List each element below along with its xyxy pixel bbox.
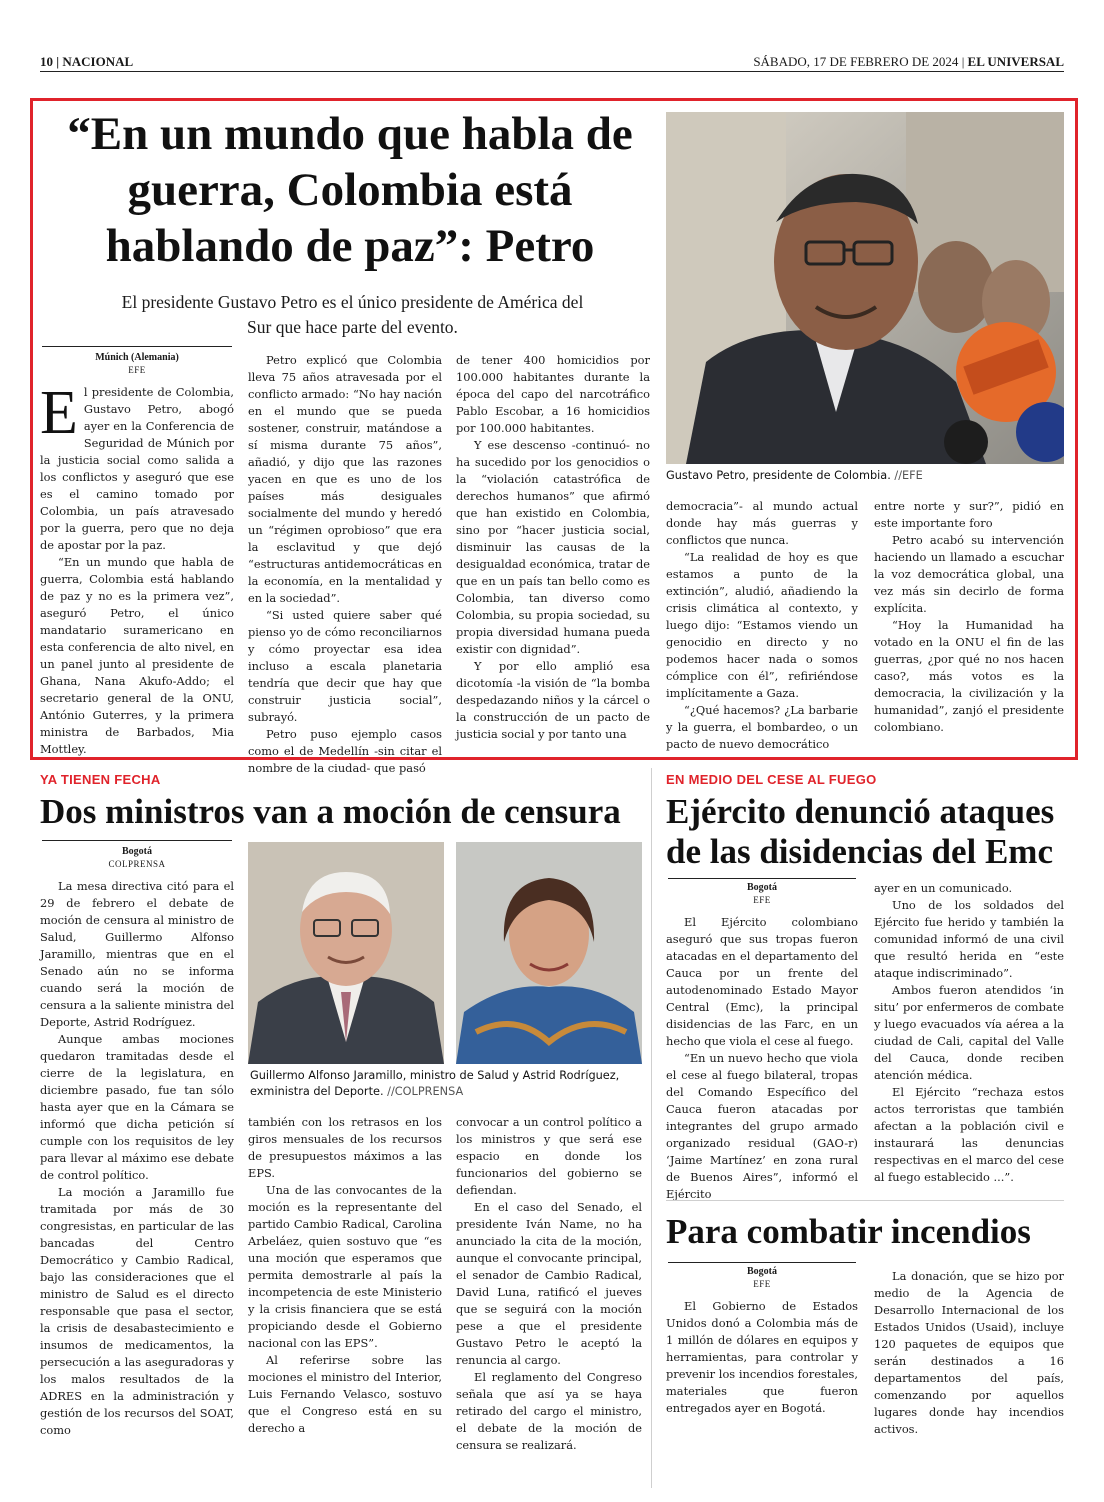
incendios-headline: Para combatir incendios: [666, 1212, 1031, 1251]
censura-column-1: Bogotá COLPRENSA La mesa directiva citó para el 29 de febrero el debate de moción de censura al ministro de Salud, Guillermo Alfonso Jaramillo, mientras que en el Senado aún no se informa cuando será la moción de censura a la saliente ministra del Deporte, Astrid Rodríguez. Aunque ambas mociones quedaron tramitadas desde el cierre de la legislatura, en diciembre pasado, fue tan sólo hasta ayer que en la Cámara se informó que dicha petición sí cumple con los requisitos de ley para llevar al máximo ese debate de control político. La moción a Jaramillo fue tramitada por más de 30 congresistas, en particular de las bancadas del Centro Democrático y Cambio Radical, bajo las consideraciones que el ministro de Salud es el directo responsable que pasa el sector, la crisis de desabastecimiento e insumos de medicamentos, la persecución a las aseguradoras y los malos resultados de la ADRES en la administración y gestión de los recursos del SOAT, como: [40, 846, 234, 1437]
rodriguez-photo-illustration: [456, 842, 642, 1064]
page-number: 10: [40, 54, 53, 69]
jaramillo-photo-illustration: [248, 842, 444, 1064]
agency-credit: COLPRENSA: [108, 859, 166, 869]
byline-rule: [668, 1262, 856, 1263]
ejercito-kicker: EN MEDIO DEL CESE AL FUEGO: [666, 772, 877, 787]
newspaper-name: EL UNIVERSAL: [967, 54, 1064, 69]
petro-photo-illustration: [666, 112, 1064, 464]
ejercito-column-2: ayer en un comunicado. Uno de los soldados del Ejército fue herido y también la comunidad informó de una civil que resultó herida en “este ataque indiscriminado”. Ambos fueron atendidos ‘in situ’ por enfermeros de combate y luego evacuados vía aérea a la ciudad de Cali, capital del Valle del Cauca, donde reciben atención médica. El Ejército “rechaza estos actos terroristas que también afectan a la población civil e instaurará las denuncias respectivas en el marco del cese al fuego establecido ...”.: [874, 881, 1064, 1184]
byline-rule: [668, 878, 856, 879]
story-divider: [666, 1200, 1064, 1201]
ejercito-column-1: Bogotá EFE El Ejército colombiano aseguró que sus tropas fueron atacadas en el departamento del Cauca por un frente del autodenominado Estado Mayor Central (Emc), la principal disidencias de las Farc, en un hecho que viola el cese al fuego. “En un nuevo hecho que viola el cese al fuego bilateral, tropas del Comando Específico del Cauca fueron atacadas por integrantes del grupo armado organizado residual (GAO-r) ‘Jaime Martínez’ en zona rural de Buenos Aires”, informó el Ejército: [666, 882, 858, 1201]
dateline: Bogotá: [122, 846, 152, 857]
incendios-column-2: La donación, que se hizo por medio de la Agencia de Desarrollo Internacional de los Estados Unidos (Usaid), incluye 120 paquetes de equipos que serán destinados a 16 departamentos del país, comenzando por aquellos lugares donde hay incendios activos.: [874, 1269, 1064, 1436]
dateline: Bogotá: [747, 1266, 777, 1277]
byline: [40, 352, 234, 376]
column-rule: [651, 768, 652, 1488]
photo-credit: //EFE: [894, 469, 923, 482]
photo-credit: //COLPRENSA: [387, 1085, 464, 1098]
main-headline: “En un mundo que habla de guerra, Colombia está hablando de paz”: Petro: [67, 108, 633, 272]
byline: [666, 882, 858, 906]
agency-credit: EFE: [753, 1279, 771, 1289]
byline: [40, 846, 234, 870]
main-column-4: democracia”- al mundo actual donde hay más guerras y conflictos que nunca. “La realidad de hoy es que estamos a punto de la extinción”, aludió, añadiendo la crisis climática al contexto, y luego dijo: “Estamos viendo un genocidio en directo y no podemos hacer nada o somos cómplice con él”, refiriéndose implícitamente a Gaza. “¿Qué hacemos? ¿La barbarie y la guerra, el bombardeo, o un pacto de nuevo democrático: [666, 499, 858, 751]
rodriguez-photo: [456, 842, 642, 1064]
censura-column-2: también con los retrasos en los giros mensuales de los recursos de presupuestos máximos a las EPS. Una de las convocantes de la moción es la representante del partido Cambio Radical, Carolina Arbeláez, quien sostuvo que “es una moción que esperamos que permita demostrarle al país la incompetencia de este Ministerio y la crisis financiera que se está propiciando desde el Gobierno nacional con las EPS”. Al referirse sobre las mociones el ministro del Interior, Luis Fernando Velasco, sostuvo que el Congreso está en su derecho a: [248, 1115, 442, 1435]
agency-credit: EFE: [753, 895, 771, 905]
issue-date: SÁBADO, 17 DE FEBRERO DE 2024: [753, 54, 959, 69]
jaramillo-photo: [248, 842, 444, 1064]
dateline: Múnich (Alemania): [95, 352, 179, 363]
main-column-1: Múnich (Alemania) EFE El presidente de Colombia, Gustavo Petro, abogó ayer en la Conferencia de Seguridad de Múnich por la justicia social como salida a los conflictos y aseguró que ese es el camino tomado por Colombia, un país atravesado por la guerra, pero que no deja de apostar por la paz. “En un mundo que habla de guerra, Colombia está hablando de paz y no es la primera vez”, aseguró Petro, el único mandatario suramericano en esta conferencia de alto nivel, en un panel junto al presidente de Ghana, Nana Akufo-Addo; el secretario general de la ONU, António Guterres, y la primera ministra de Barbados, Mia Mottley.: [40, 352, 234, 756]
main-deck: El presidente Gustavo Petro es el único presidente de América del Sur que hace parte del evento.: [121, 292, 584, 337]
main-column-2: Petro explicó que Colombia lleva 75 años atravesada por el conflicto armado: “No hay nación en el mundo que se pueda sostener, construir, matándose a sí misma durante 75 años”, añadió, y dijo que las razones yacen en que es uno de los países más desiguales socialmente del mundo y heredó un “régimen oprobioso” que era la esclavitud y que dejó “estructuras antidemocráticas en la economía, en la mentalidad y en la sociedad”. “Si usted quiere saber qué pienso yo de cómo reconciliarnos y cómo proyectar esa idea incluso a escala planetaria tendría que decir que hay que construir justicia social”, subrayó. Petro puso ejemplo casos como el de Medellín -sin citar el nombre de la ciudad- que pasó: [248, 353, 442, 775]
censura-kicker: YA TIENEN FECHA: [40, 772, 161, 787]
petro-photo-caption: Gustavo Petro, presidente de Colombia. //EFE: [666, 469, 923, 482]
section-name: NACIONAL: [62, 54, 134, 69]
main-column-3: de tener 400 homicidios por 100.000 habitantes durante la época del capo del narcotráfico Pablo Escobar, a 16 homicidios por 100.000 habitantes. Y ese descenso -continuó- no ha sucedido por los genocidios o la “violación catastrófica de derechos humanos” que afirmó que han existido en Colombia, sino por “hacer justicia social, disminuir las causas de la desigualdad económica, tratar de que en un país tan bello como es Colombia, tan diverso como Colombia, su propia sociedad, su propia diversidad humana pueda existir con dignidad”. Y por ello amplió esa dicotomía -la visión de “la bomba despedazando niños y la cárcel o la construcción de un pacto de justicia social y por tanto una: [456, 353, 650, 741]
drop-cap: E: [40, 379, 78, 447]
censura-headline: Dos ministros van a moción de censura: [40, 792, 621, 831]
incendios-column-1: Bogotá EFE El Gobierno de Estados Unidos donó a Colombia más de 1 millón de dólares en equipos y herramientas, para controlar y prevenir los incendios forestales, materiales que fueron entregados ayer en Bogotá.: [666, 1266, 858, 1415]
agency-credit: EFE: [128, 365, 146, 375]
page-folio: 10 | NACIONAL SÁBADO, 17 DE FEBRERO DE 2024 | EL UNIVERSAL: [40, 52, 1064, 72]
petro-photo: [666, 112, 1064, 464]
censura-column-3: convocar a un control político a los ministros y que será ese espacio en donde los funcionarios del gobierno se defiendan. En el caso del Senado, el presidente Iván Name, no ha anunciado la cita de la moción, aunque el convocante principal, el senador de Cambio Radical, David Luna, ratificó el jueves que se seguirá con la moción pese a que el presidente Gustavo Petro le aceptó la renuncia al cargo. El reglamento del Congreso señala que así ya se haya retirado del cargo el ministro, el debate de la moción de censura se realizará.: [456, 1115, 642, 1452]
censura-photo-caption: Guillermo Alfonso Jaramillo, ministro de Salud y Astrid Rodríguez, exministra del Deporte. //COLPRENSA: [250, 1069, 620, 1098]
byline-rule: [42, 346, 232, 347]
ejercito-headline: Ejército denunció ataques de las disidencias del Emc: [666, 792, 1055, 871]
dateline: Bogotá: [747, 882, 777, 893]
byline: [666, 1266, 858, 1290]
main-column-5: entre norte y sur?”, pidió en este importante foro Petro acabó su intervención haciendo un llamado a escuchar la voz democrática global, una vez más sin decirlo de forma explícita. “Hoy la Humanidad ha votado en la ONU el fin de las guerras, ¿por qué no nos hacen caso?, más votos es la democracia, la civilización y la humanidad”, zanjó el presidente colombiano.: [874, 499, 1064, 734]
byline-rule: [42, 840, 232, 841]
